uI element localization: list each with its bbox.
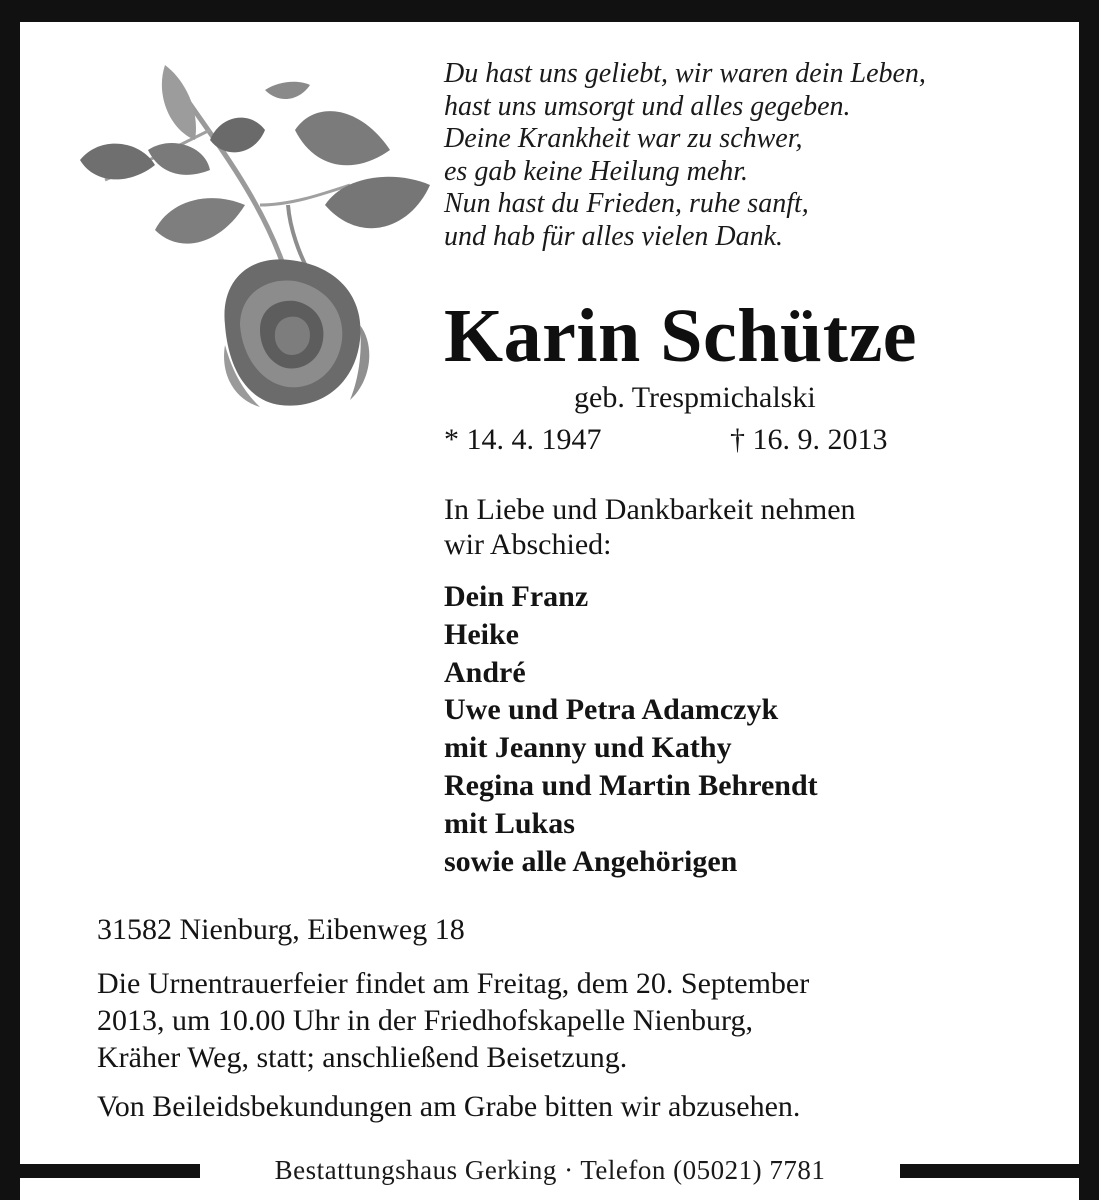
poem-line: Deine Krankheit war zu schwer, (444, 123, 803, 154)
mourner: Heike (444, 617, 519, 651)
mourner: Regina und Martin Behrendt (444, 768, 818, 802)
mourner: André (444, 655, 526, 689)
poem-line: hast uns umsorgt und alles gegeben. (444, 90, 851, 122)
poem-line: und hab für alles vielen Dank. (444, 220, 784, 252)
death-date: † 16. 9. 2013 (730, 423, 888, 456)
funeral-home: Bestattungshaus Gerking · Telefon (05021) 7781 (200, 1150, 900, 1190)
rose-icon (60, 55, 440, 415)
mourner: Dein Franz (444, 580, 589, 613)
farewell-text (444, 492, 1044, 562)
service-line: 2013, um 10.00 Uhr in der Friedhofskapelle Nienburg, (97, 1004, 754, 1037)
poem (444, 58, 1064, 253)
mourner: sowie alle Angehörigen (444, 844, 738, 878)
service-notice (97, 965, 1037, 1076)
mourner: mit Lukas (444, 806, 575, 840)
farewell-line: In Liebe und Dankbarkeit nehmen (444, 493, 856, 526)
service-line: Kräher Weg, statt; anschließend Beisetzung. (97, 1041, 628, 1074)
mourners-list (444, 578, 818, 880)
maiden-name: geb. Trespmichalski (574, 381, 816, 414)
condolence-note: Von Beileidsbekundungen am Grabe bitten wir abzusehen. (97, 1090, 801, 1123)
address: 31582 Nienburg, Eibenweg 18 (97, 913, 465, 946)
birth-date: * 14. 4. 1947 (444, 423, 602, 456)
service-line: Die Urnentrauerfeier findet am Freitag, dem 20. September (97, 967, 810, 1000)
poem-line: Nun hast du Frieden, ruhe sanft, (444, 188, 809, 219)
poem-line: es gab keine Heilung mehr. (444, 155, 749, 187)
farewell-line: wir Abschied: (444, 528, 612, 561)
deceased-name: Karin Schütze (444, 294, 918, 378)
mourner: mit Jeanny und Kathy (444, 731, 732, 765)
poem-line: Du hast uns geliebt, wir waren dein Leben, (444, 58, 926, 89)
mourner: Uwe und Petra Adamczyk (444, 693, 779, 727)
